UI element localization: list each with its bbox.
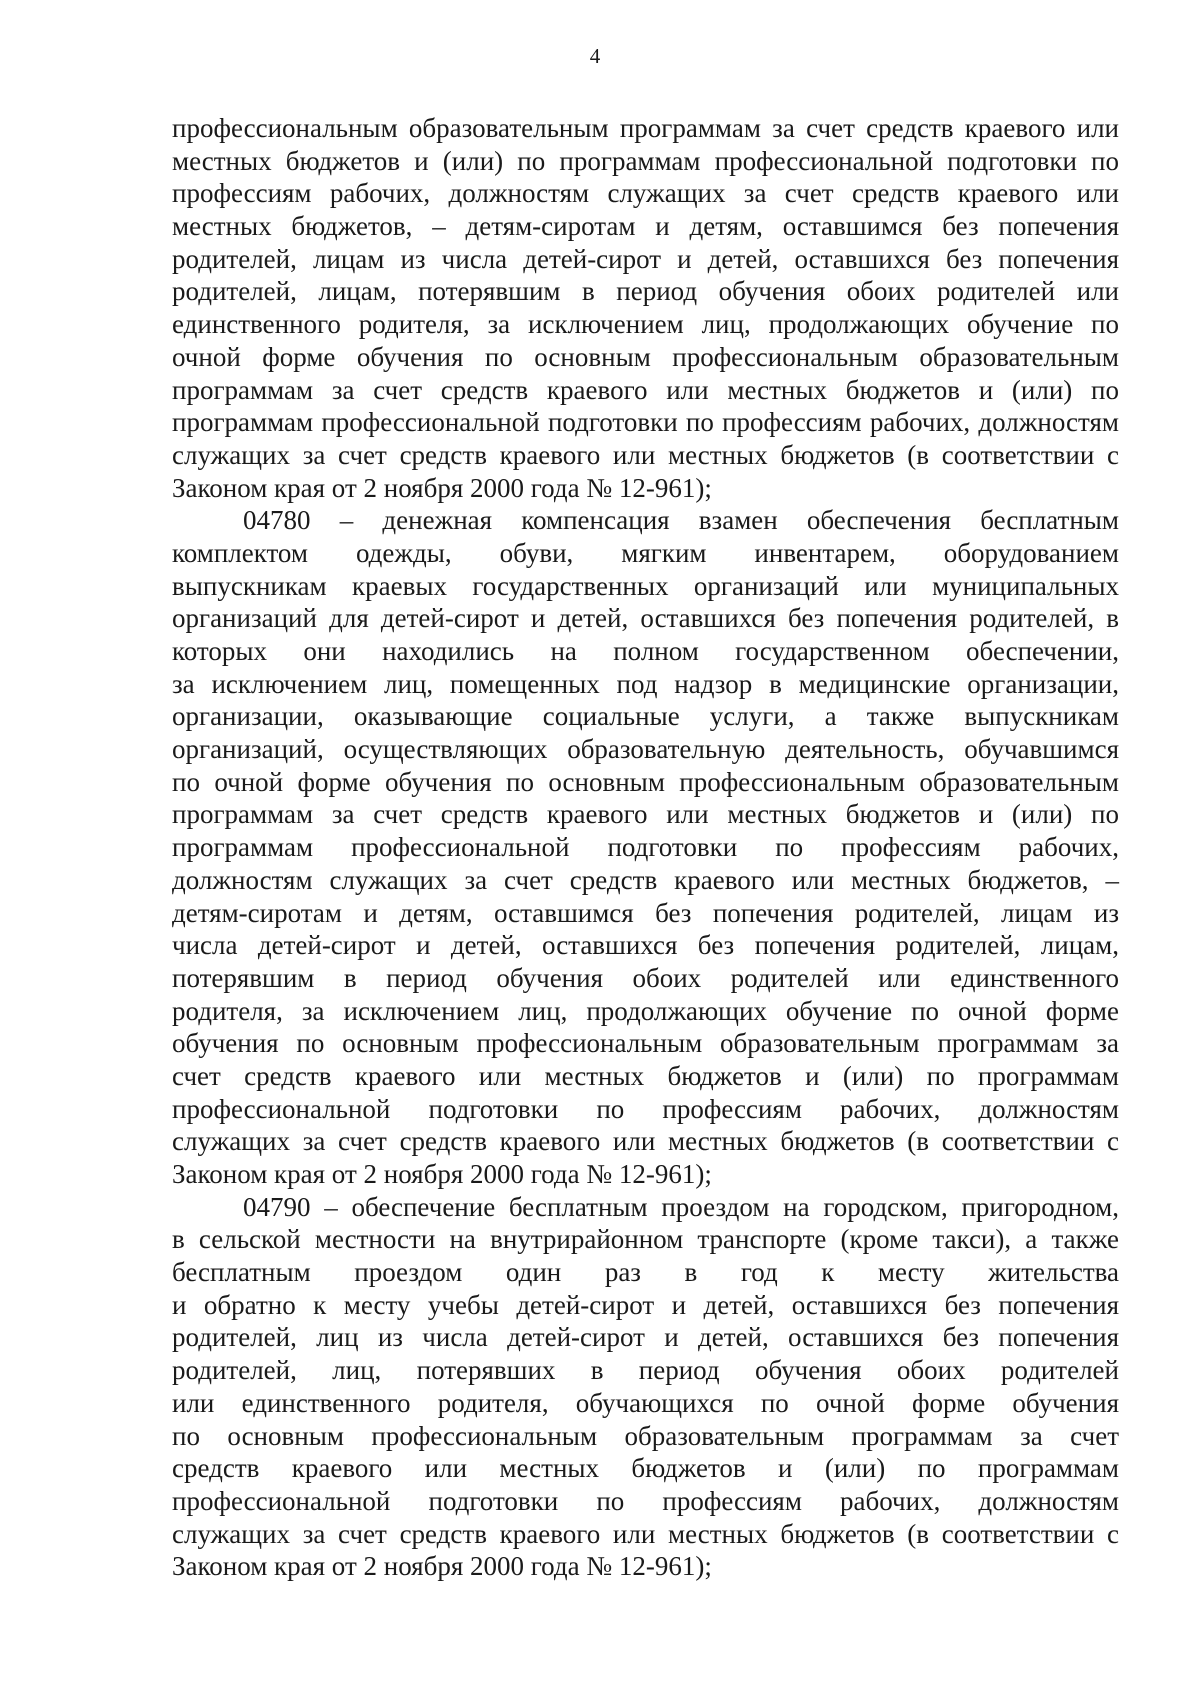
text-line: программам за счет средств краевого или местных бюджетов и (или) по: [172, 374, 1119, 405]
text-line: единственного родителя, за исключением лиц, продолжающих обучение по: [172, 309, 1119, 340]
text-line: Законом края от 2 ноября 2000 года № 12-961);: [172, 1551, 712, 1582]
text-line: которых они находились на полном государственном обеспечении,: [172, 636, 1119, 666]
text-line: родителей, лиц, потерявших в период обучения обоих родителей: [172, 1355, 1119, 1386]
text-line: профессиональной подготовки по профессиям рабочих, должностям: [172, 1093, 1119, 1124]
text-line: или единственного родителя, обучающихся по очной форме обучения: [172, 1387, 1119, 1418]
text-line: родителя, за исключением лиц, продолжающих обучение по очной форме: [172, 995, 1119, 1026]
text-line: профессиональной подготовки по профессиям рабочих, должностям: [172, 1485, 1119, 1516]
text-line: по основным профессиональным образовательным программам за счет: [172, 1420, 1119, 1451]
text-line: служащих за счет средств краевого или местных бюджетов (в соответствии с: [172, 1518, 1119, 1549]
text-line: профессиональным образовательным программам за счет средств краевого или: [172, 113, 1119, 143]
text-line: профессиям рабочих, должностям служащих за счет средств краевого или: [172, 178, 1119, 209]
text-line: счет средств краевого или местных бюджетов и (или) по программам: [172, 1060, 1119, 1091]
document-body: [172, 112, 1119, 1583]
text-line: 04780 – денежная компенсация взамен обеспечения бесплатным: [243, 505, 1119, 536]
text-line: по очной форме обучения по основным профессиональным образовательным: [172, 766, 1119, 797]
text-line: родителей, лицам из числа детей-сирот и детей, оставшихся без попечения: [172, 243, 1119, 274]
text-line: родителей, лиц из числа детей-сирот и детей, оставшихся без попечения: [172, 1322, 1119, 1353]
text-line: организации, оказывающие социальные услуги, а также выпускникам: [172, 701, 1119, 732]
text-line: комплектом одежды, обуви, мягким инвентарем, оборудованием: [172, 537, 1119, 568]
text-line: в сельской местности на внутрирайонном транспорте (кроме такси), а также: [172, 1224, 1119, 1255]
text-line: средств краевого или местных бюджетов и (или) по программам: [172, 1453, 1119, 1484]
text-line: родителей, лицам, потерявшим в период обучения обоих родителей или: [172, 276, 1119, 307]
text-line: 04790 – обеспечение бесплатным проездом на городском, пригородном,: [243, 1191, 1119, 1222]
text-line: программам профессиональной подготовки по профессиям рабочих, должностям: [172, 407, 1119, 438]
text-line: программам за счет средств краевого или местных бюджетов и (или) по: [172, 799, 1119, 830]
text-line: Законом края от 2 ноября 2000 года № 12-961);: [172, 1159, 712, 1189]
text-line: служащих за счет средств краевого или местных бюджетов (в соответствии с: [172, 1126, 1119, 1157]
text-line: потерявшим в период обучения обоих родителей или единственного: [172, 962, 1119, 993]
text-line: организаций, осуществляющих образовательную деятельность, обучавшимся: [172, 734, 1119, 765]
text-line: должностям служащих за счет средств краевого или местных бюджетов, –: [172, 864, 1119, 895]
text-line: детям-сиротам и детям, оставшимся без попечения родителей, лицам из: [172, 897, 1119, 928]
text-line: программам профессиональной подготовки по профессиям рабочих,: [172, 832, 1119, 863]
page-number: 4: [589, 44, 601, 68]
text-line: местных бюджетов, – детям-сиротам и детям, оставшимся без попечения: [172, 211, 1119, 242]
text-line: местных бюджетов и (или) по программам профессиональной подготовки по: [172, 145, 1119, 176]
text-line: служащих за счет средств краевого или местных бюджетов (в соответствии с: [172, 439, 1119, 470]
text-line: Законом края от 2 ноября 2000 года № 12-961);: [172, 472, 712, 503]
text-line: очной форме обучения по основным профессиональным образовательным: [172, 341, 1119, 372]
text-line: выпускникам краевых государственных организаций или муниципальных: [172, 570, 1119, 601]
text-line: организаций для детей-сирот и детей, оставшихся без попечения родителей, в: [172, 603, 1119, 634]
text-line: за исключением лиц, помещенных под надзор в медицинские организации,: [172, 668, 1119, 699]
text-line: бесплатным проездом один раз в год к месту жительства: [172, 1257, 1119, 1288]
text-line: обучения по основным профессиональным образовательным программам за: [172, 1028, 1119, 1059]
text-line: и обратно к месту учебы детей-сирот и детей, оставшихся без попечения: [172, 1289, 1119, 1320]
text-line: числа детей-сирот и детей, оставшихся без попечения родителей, лицам,: [172, 930, 1119, 961]
